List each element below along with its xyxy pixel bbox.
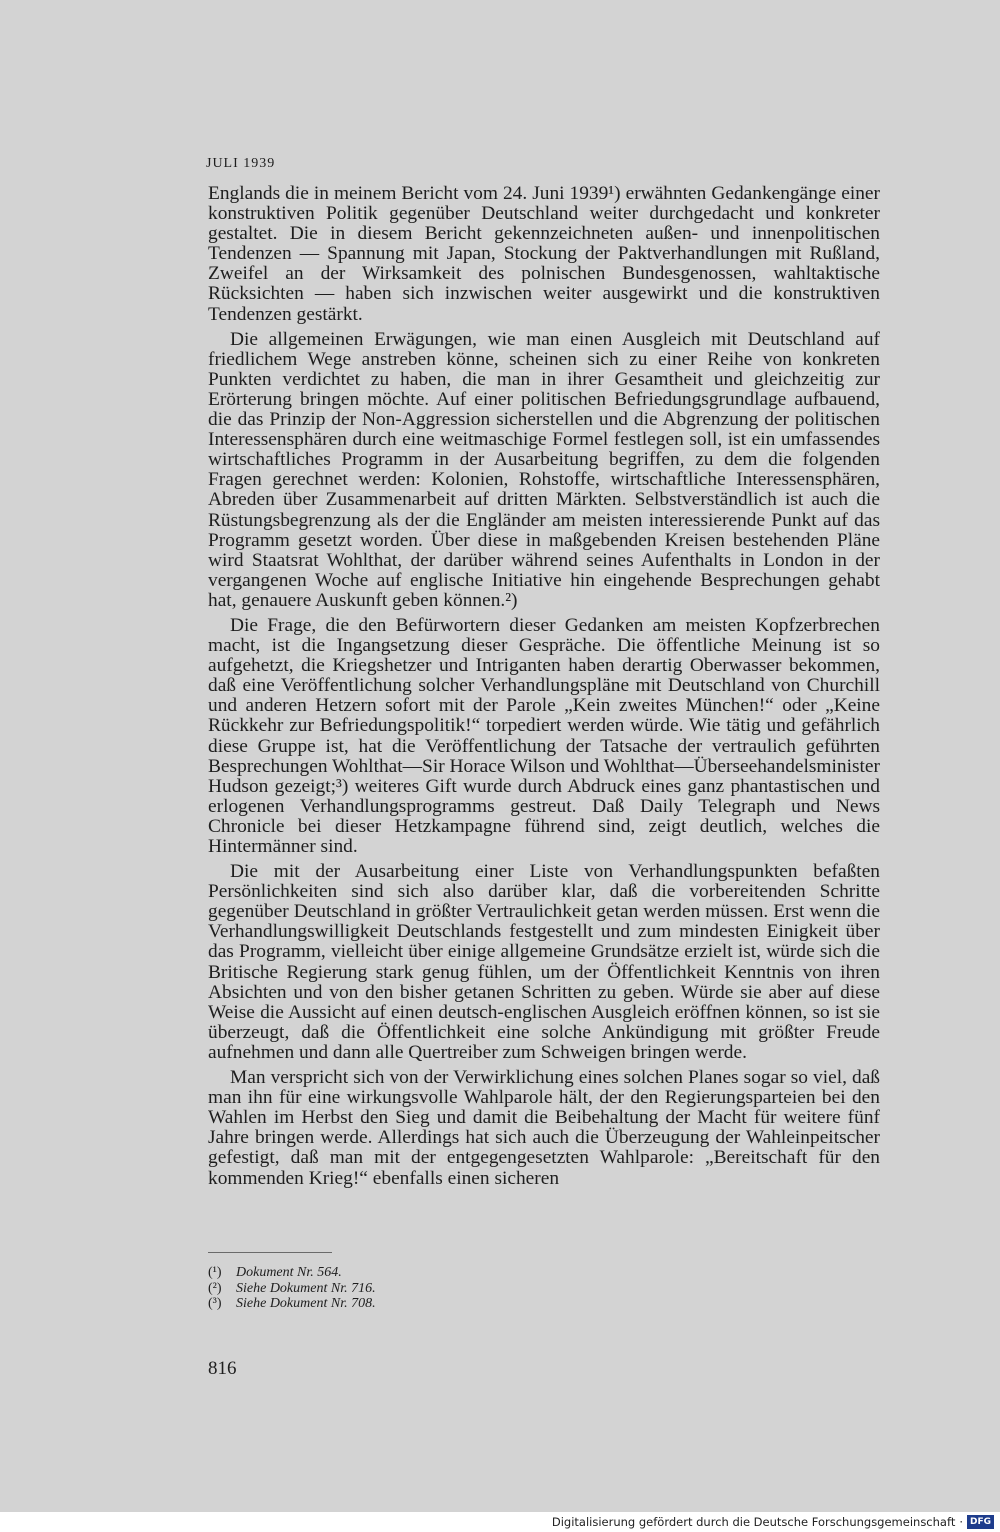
- funding-credit: [552, 1515, 994, 1529]
- paragraph: Die allgemeinen Erwägungen, wie man einen Ausgleich mit Deutschland auf friedlichem Wege anstreben könne, scheinen sich zu einer Reihe von konkreten Punkten verdichtet zu haben, die man in ihrer Gesamtheit und gleichzeitig zur Erörterung bringen möchte. Auf einer politischen Befriedungsgrundlage aufbauend, die das Prinzip der Non-Aggression sicherstellen und die Abgrenzung der politischen Interessensphären durch eine weitmaschige Formel festlegen soll, ist ein umfassendes wirtschaftliches Programm in der Ausarbeitung begriffen, zu dem die folgenden Fragen gerechnet werden: Kolonien, Rohstoffe, wirtschaftliche Interessensphären, Abreden über Zusammenarbeit auf dritten Märkten. Selbstverständlich ist auch die Rüstungsbegrenzung als der die Engländer am meisten interessierende Punkt auf das Programm gesetzt worden. Über diese in maßgebenden Kreisen bestehenden Pläne wird Staatsrat Wohlthat, der darüber während seines Aufenthalts in London in der vergangenen Woche auf englische Initiative hin eingehende Besprechungen gehabt hat, genauere Auskunft geben können.²): [208, 328, 880, 611]
- footnote-number: (¹): [208, 1265, 222, 1280]
- paragraph: Die mit der Ausarbeitung einer Liste von Verhandlungspunkten befaßten Persönlichkeiten sind sich also darüber klar, daß die vorbereitenden Schritte gegenüber Deutschland in größter Vertraulichkeit getan werden müssen. Erst wenn die Verhandlungswilligkeit Deutschlands festgestellt und zum mindesten Einigkeit über das Programm, vielleicht über einige allgemeine Grundsätze erzielt ist, würde sich die Britische Regierung stark genug fühlen, um der Öffentlichkeit Kenntnis von ihren Absichten und von den bisher getanen Schritten zu geben. Würde sie aber auf diese Weise die Aussicht auf einen deutsch-englischen Ausgleich eröffnen können, so ist sie überzeugt, daß die Öffentlichkeit eine solche Ankündigung mit größter Freude aufnehmen und dann alle Quertreiber zum Schweigen bringen werde.: [208, 861, 880, 1063]
- footnote-text: Dokument Nr. 564.: [236, 1265, 342, 1280]
- paragraph: Englands die in meinem Bericht vom 24. Juni 1939¹) erwähnten Gedankengänge einer konstruktiven Politik gegenüber Deutschland weiter durchgedacht und konkreter gestaltet. Die in diesem Bericht gekennzeichneten außen- und innenpolitischen Tendenzen — Spannung mit Japan, Stockung der Paktverhandlungen mit Rußland, Zweifel an der Wirksamkeit des polnischen Bundesgenossen, wahltaktische Rücksichten — haben sich inzwischen weiter ausgewirkt und die konstruktiven Tendenzen gestärkt.: [208, 183, 880, 325]
- footnote: [208, 1281, 608, 1297]
- footnote: [208, 1296, 608, 1312]
- footnote-divider: [208, 1252, 332, 1253]
- body-text: [208, 184, 880, 1189]
- footnote-text: Siehe Dokument Nr. 716.: [236, 1280, 376, 1296]
- dfg-logo-icon: DFG: [967, 1515, 994, 1529]
- running-header: JULI 1939: [206, 156, 276, 171]
- paragraph: Die Frage, die den Befürwortern dieser Gedanken am meisten Kopfzerbrechen macht, ist die Ingangsetzung dieser Gespräche. Die öffentliche Meinung ist so aufgehetzt, die Kriegshetzer und Intriganten haben derartig Oberwasser bekommen, daß eine Veröffentlichung solcher Verhandlungspläne mit Deutschland von Churchill und anderen Hetzern sofort mit der Parole „Kein zweites München!“ oder „Keine Rückkehr zur Befriedungspolitik!“ torpediert werden würde. Wie tätig und gefährlich diese Gruppe ist, hat die Veröffentlichung der Tatsache der vertraulich geführten Besprechungen Wohlthat—Sir Horace Wilson und Wohlthat—Überseehandelsminister Hudson gezeigt;³) weiteres Gift wurde durch Abdruck eines ganz phantastischen und erlogenen Verhandlungsprogramms gestreut. Daß Daily Telegraph und News Chronicle bei dieser Hetzkampagne führend sind, zeigt deutlich, welches die Hintermänner sind.: [208, 614, 880, 857]
- page-number: 816: [208, 1358, 237, 1379]
- credit-text: Digitalisierung gefördert durch die Deutsche Forschungsgemeinschaft: [551, 1515, 956, 1529]
- credit-separator: ·: [959, 1515, 963, 1529]
- footnote-number: (³): [208, 1296, 222, 1312]
- footnote: [208, 1265, 608, 1281]
- credit-bar: [0, 1512, 1000, 1532]
- footnote-number: (²): [208, 1280, 222, 1296]
- footnotes: [208, 1265, 608, 1312]
- paragraph: Man verspricht sich von der Verwirklichung eines solchen Planes sogar so viel, daß man ihn für eine wirkungsvolle Wahlparole hält, der den Regierungsparteien bei den Wahlen im Herbst den Sieg und damit die Beibehaltung der Macht für weitere fünf Jahre bringen werde. Allerdings hat sich auch die Überzeugung der Wahleinpeitscher gefestigt, daß man mit der entgegengesetzten Wahlparole: „Bereitschaft für den kommenden Krieg!“ ebenfalls einen sicheren: [208, 1067, 880, 1189]
- footnote-text: Siehe Dokument Nr. 708.: [236, 1296, 376, 1312]
